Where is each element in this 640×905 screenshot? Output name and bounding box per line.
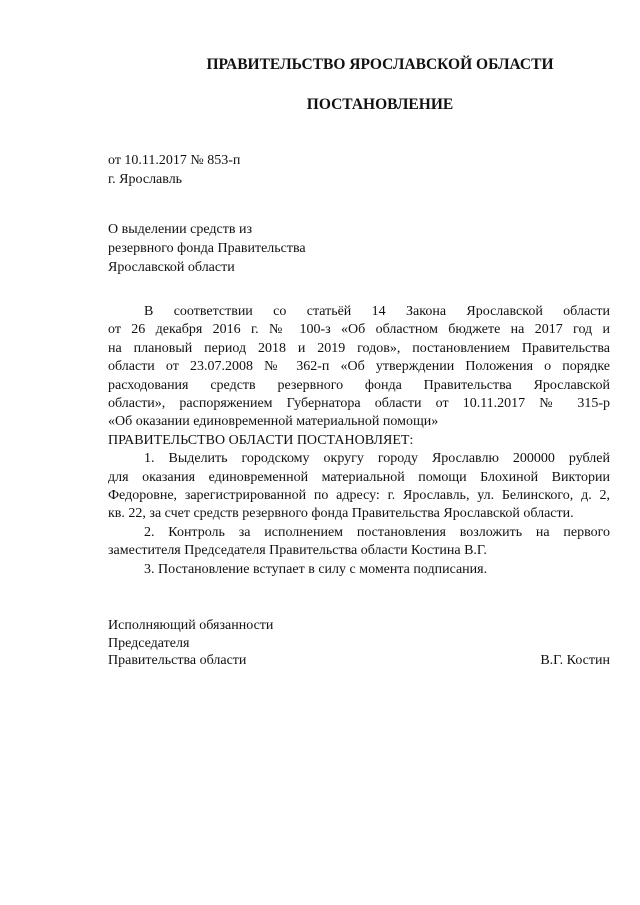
body-line: на плановый период 2018 и 2019 годов», постановлением Правительства: [108, 340, 610, 356]
item-2-line: 2. Контроль за исполнением постановления возложить на первого: [144, 524, 610, 540]
item-1-line: 1. Выделить городскому округу городу Ярославлю 200000 рублей: [144, 451, 610, 467]
item-1-line: кв. 22, за счет средств резервного фонда Правительства Ярославской области.: [108, 506, 574, 522]
decree-body: [108, 303, 610, 579]
date-number: от 10.11.2017 № 853-п: [108, 153, 241, 168]
document-type-heading: ПОСТАНОВЛЕНИЕ: [306, 96, 454, 113]
signature-block: [108, 617, 610, 670]
signatory-title: Председателя: [108, 635, 190, 651]
item-3-line: 3. Постановление вступает в силу с момента подписания.: [144, 561, 488, 577]
item-1-line: для оказания единовременной материальной помощи Блохиной Виктории: [108, 469, 610, 485]
body-line: «Об оказании единовременной материальной помощи»: [108, 414, 439, 430]
body-line: от 26 декабря 2016 г. № 100-з «Об областном бюджете на 2017 год и: [108, 322, 610, 338]
body-line: области от 23.07.2008 № 362-п «Об утверждении Положения о порядке: [108, 359, 610, 375]
subject-line: Ярославской области: [108, 260, 235, 275]
item-1-line: Федоровне, зарегистрированной по адресу: г. Ярославль, ул. Белинского, д. 2,: [108, 488, 610, 504]
subject-line: резервного фонда Правительства: [108, 241, 306, 256]
body-line: В соответствии со статьёй 14 Закона Ярославской области: [144, 304, 610, 319]
resolves-line: ПРАВИТЕЛЬСТВО ОБЛАСТИ ПОСТАНОВЛЯЕТ:: [108, 432, 414, 448]
signatory-title: Исполняющий обязанности: [108, 618, 274, 633]
government-heading: ПРАВИТЕЛЬСТВО ЯРОСЛАВСКОЙ ОБЛАСТИ: [206, 56, 554, 73]
body-line: области», распоряжением Губернатора области от 10.11.2017 № 315-р: [108, 396, 610, 412]
subject-line: О выделении средств из: [108, 222, 252, 237]
body-line: расходования средств резервного фонда Правительства Ярославской: [108, 377, 610, 393]
city: г. Ярославль: [108, 172, 183, 187]
signatory-name: В.Г. Костин: [540, 653, 610, 668]
signatory-title: Правительства области: [108, 653, 247, 668]
item-2-line: заместителя Председателя Правительства области Костина В.Г.: [108, 543, 487, 559]
